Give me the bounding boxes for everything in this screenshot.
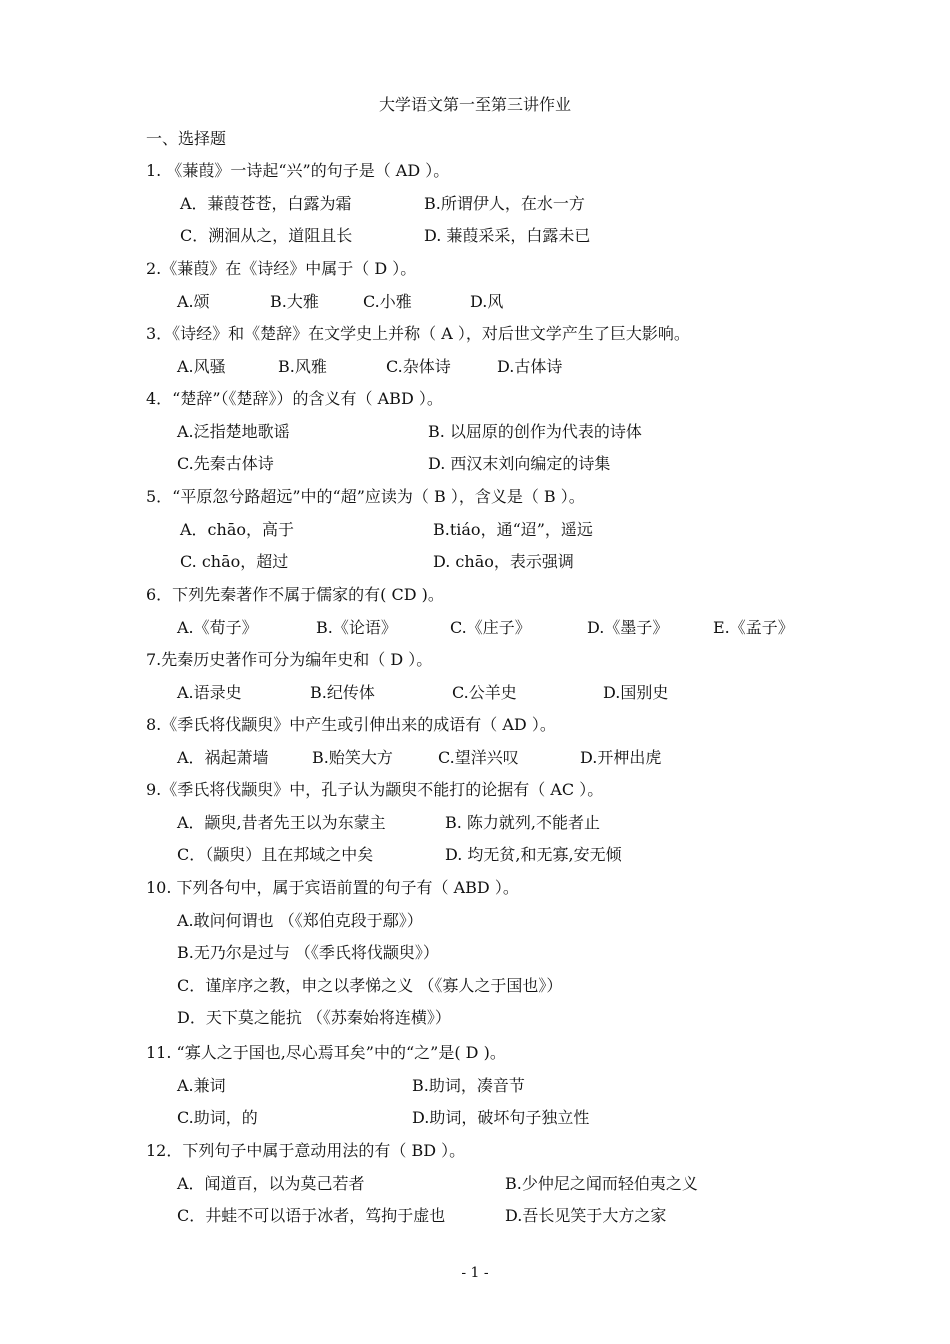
question-stem: 4．“楚辞”（《楚辞》）的含义有（ ABD ）。 [146,389,443,408]
answer-option: C．溯洄从之，道阻且长 [180,226,353,246]
answer-option: D.吾长见笑于大方之家 [505,1206,667,1226]
section-heading: 一、选择题 [146,129,227,148]
answer-option: C．（颛臾）且在邦域之中矣 [177,845,374,865]
answer-option: C．井蛙不可以语于冰者，笃拘于虚也 [177,1206,446,1226]
answer-option: D．天下莫之能抗 （《苏秦始将连横》） [177,1008,451,1028]
answer-option: B. 以屈原的创作为代表的诗体 [428,421,642,441]
answer-option: C.望洋兴叹 [438,747,519,767]
answer-option: B.无乃尔是过与 （《季氏将伐颛臾》） [177,943,439,963]
answer-option: E.《孟子》 [713,617,794,637]
answer-option: C.先秦古体诗 [177,454,274,474]
answer-option: A．chāo，高于 [180,519,294,539]
answer-option: A.风骚 [177,356,226,376]
question-stem: 10. 下列各句中，属于宾语前置的句子有（ ABD ）。 [146,878,519,897]
answer-option: C.《庄子》 [450,617,531,637]
answer-option: D.《墨子》 [587,617,669,637]
answer-option: B.少仲尼之闻而轻伯夷之义 [505,1173,698,1193]
answer-option: B.《论语》 [316,617,397,637]
answer-option: B.tiáo，通“迢”，遥远 [433,519,593,539]
answer-option: C.杂体诗 [386,356,451,376]
answer-option: B.大雅 [270,291,319,311]
page-title: 大学语文第一至第三讲作业 [378,95,571,114]
question-stem: 9.《季氏将伐颛臾》中，孔子认为颛臾不能打的论据有（ AC ）。 [146,780,604,799]
answer-option: C. chāo，超过 [180,552,289,572]
question-stem: 11. “寡人之于国也,尽心焉耳矣”中的“之”是( D )。 [146,1043,506,1062]
answer-option: A.颂 [177,291,210,311]
question-stem: 1. 《蒹葭》一诗起“兴”的句子是（ AD ）。 [146,161,450,180]
answer-option: A．蒹葭苍苍，白露为霜 [180,193,352,213]
answer-option: D.助词，破坏句子独立性 [412,1108,590,1128]
answer-option: D. 均无贫,和无寡,安无倾 [445,845,622,865]
question-stem: 2.《蒹葭》在《诗经》中属于（ D ）。 [146,259,417,278]
answer-option: D. chāo，表示强调 [433,552,574,572]
question-stem: 6．下列先秦著作不属于儒家的有( CD )。 [146,585,444,604]
answer-option: C.助词，的 [177,1108,258,1128]
answer-option: D.风 [470,291,504,311]
answer-option: C．谨庠序之教，申之以孝悌之义 （《寡人之于国也》） [177,975,563,995]
question-stem: 3．《诗经》和《楚辞》在文学史上并称（ A ），对后世文学产生了巨大影响。 [146,324,690,343]
question-stem: 5．“平原忽兮路超远”中的“超”应读为（ B ），含义是（ B ）。 [146,487,585,506]
answer-option: B. 陈力就列,不能者止 [445,812,601,832]
answer-option: B.风雅 [278,356,327,376]
answer-option: A.敢问何谓也 （《郑伯克段于鄢》） [177,910,423,930]
answer-option: A．颛臾,昔者先王以为东蒙主 [177,812,386,832]
question-stem: 7.先秦历史著作可分为编年史和（ D ）。 [146,650,433,669]
answer-option: B.助词，凑音节 [412,1075,525,1095]
answer-option: A．祸起萧墙 [177,747,269,767]
answer-option: A.泛指楚地歌谣 [177,421,290,441]
page-number: - 1 - [461,1265,489,1281]
answer-option: C.小雅 [363,291,412,311]
answer-option: A.兼词 [177,1075,226,1095]
answer-option: D. 蒹葭采采，白露未已 [424,226,591,246]
question-stem: 12．下列句子中属于意动用法的有（ BD ）。 [146,1141,466,1160]
answer-option: D. 西汉末刘向编定的诗集 [428,454,611,474]
answer-option: D.古体诗 [497,356,563,376]
answer-option: A.语录史 [177,682,242,702]
answer-option: B.所谓伊人，在水一方 [424,193,585,213]
question-stem: 8.《季氏将伐颛臾》中产生或引伸出来的成语有（ AD ）。 [146,715,556,734]
answer-option: D.国别史 [603,682,669,702]
answer-option: A．闻道百，以为莫己若者 [177,1173,365,1193]
answer-option: A.《荀子》 [177,617,258,637]
answer-option: B.纪传体 [310,682,375,702]
answer-option: D.开柙出虎 [580,747,662,767]
answer-option: B.贻笑大方 [312,747,393,767]
answer-option: C.公羊史 [452,682,517,702]
